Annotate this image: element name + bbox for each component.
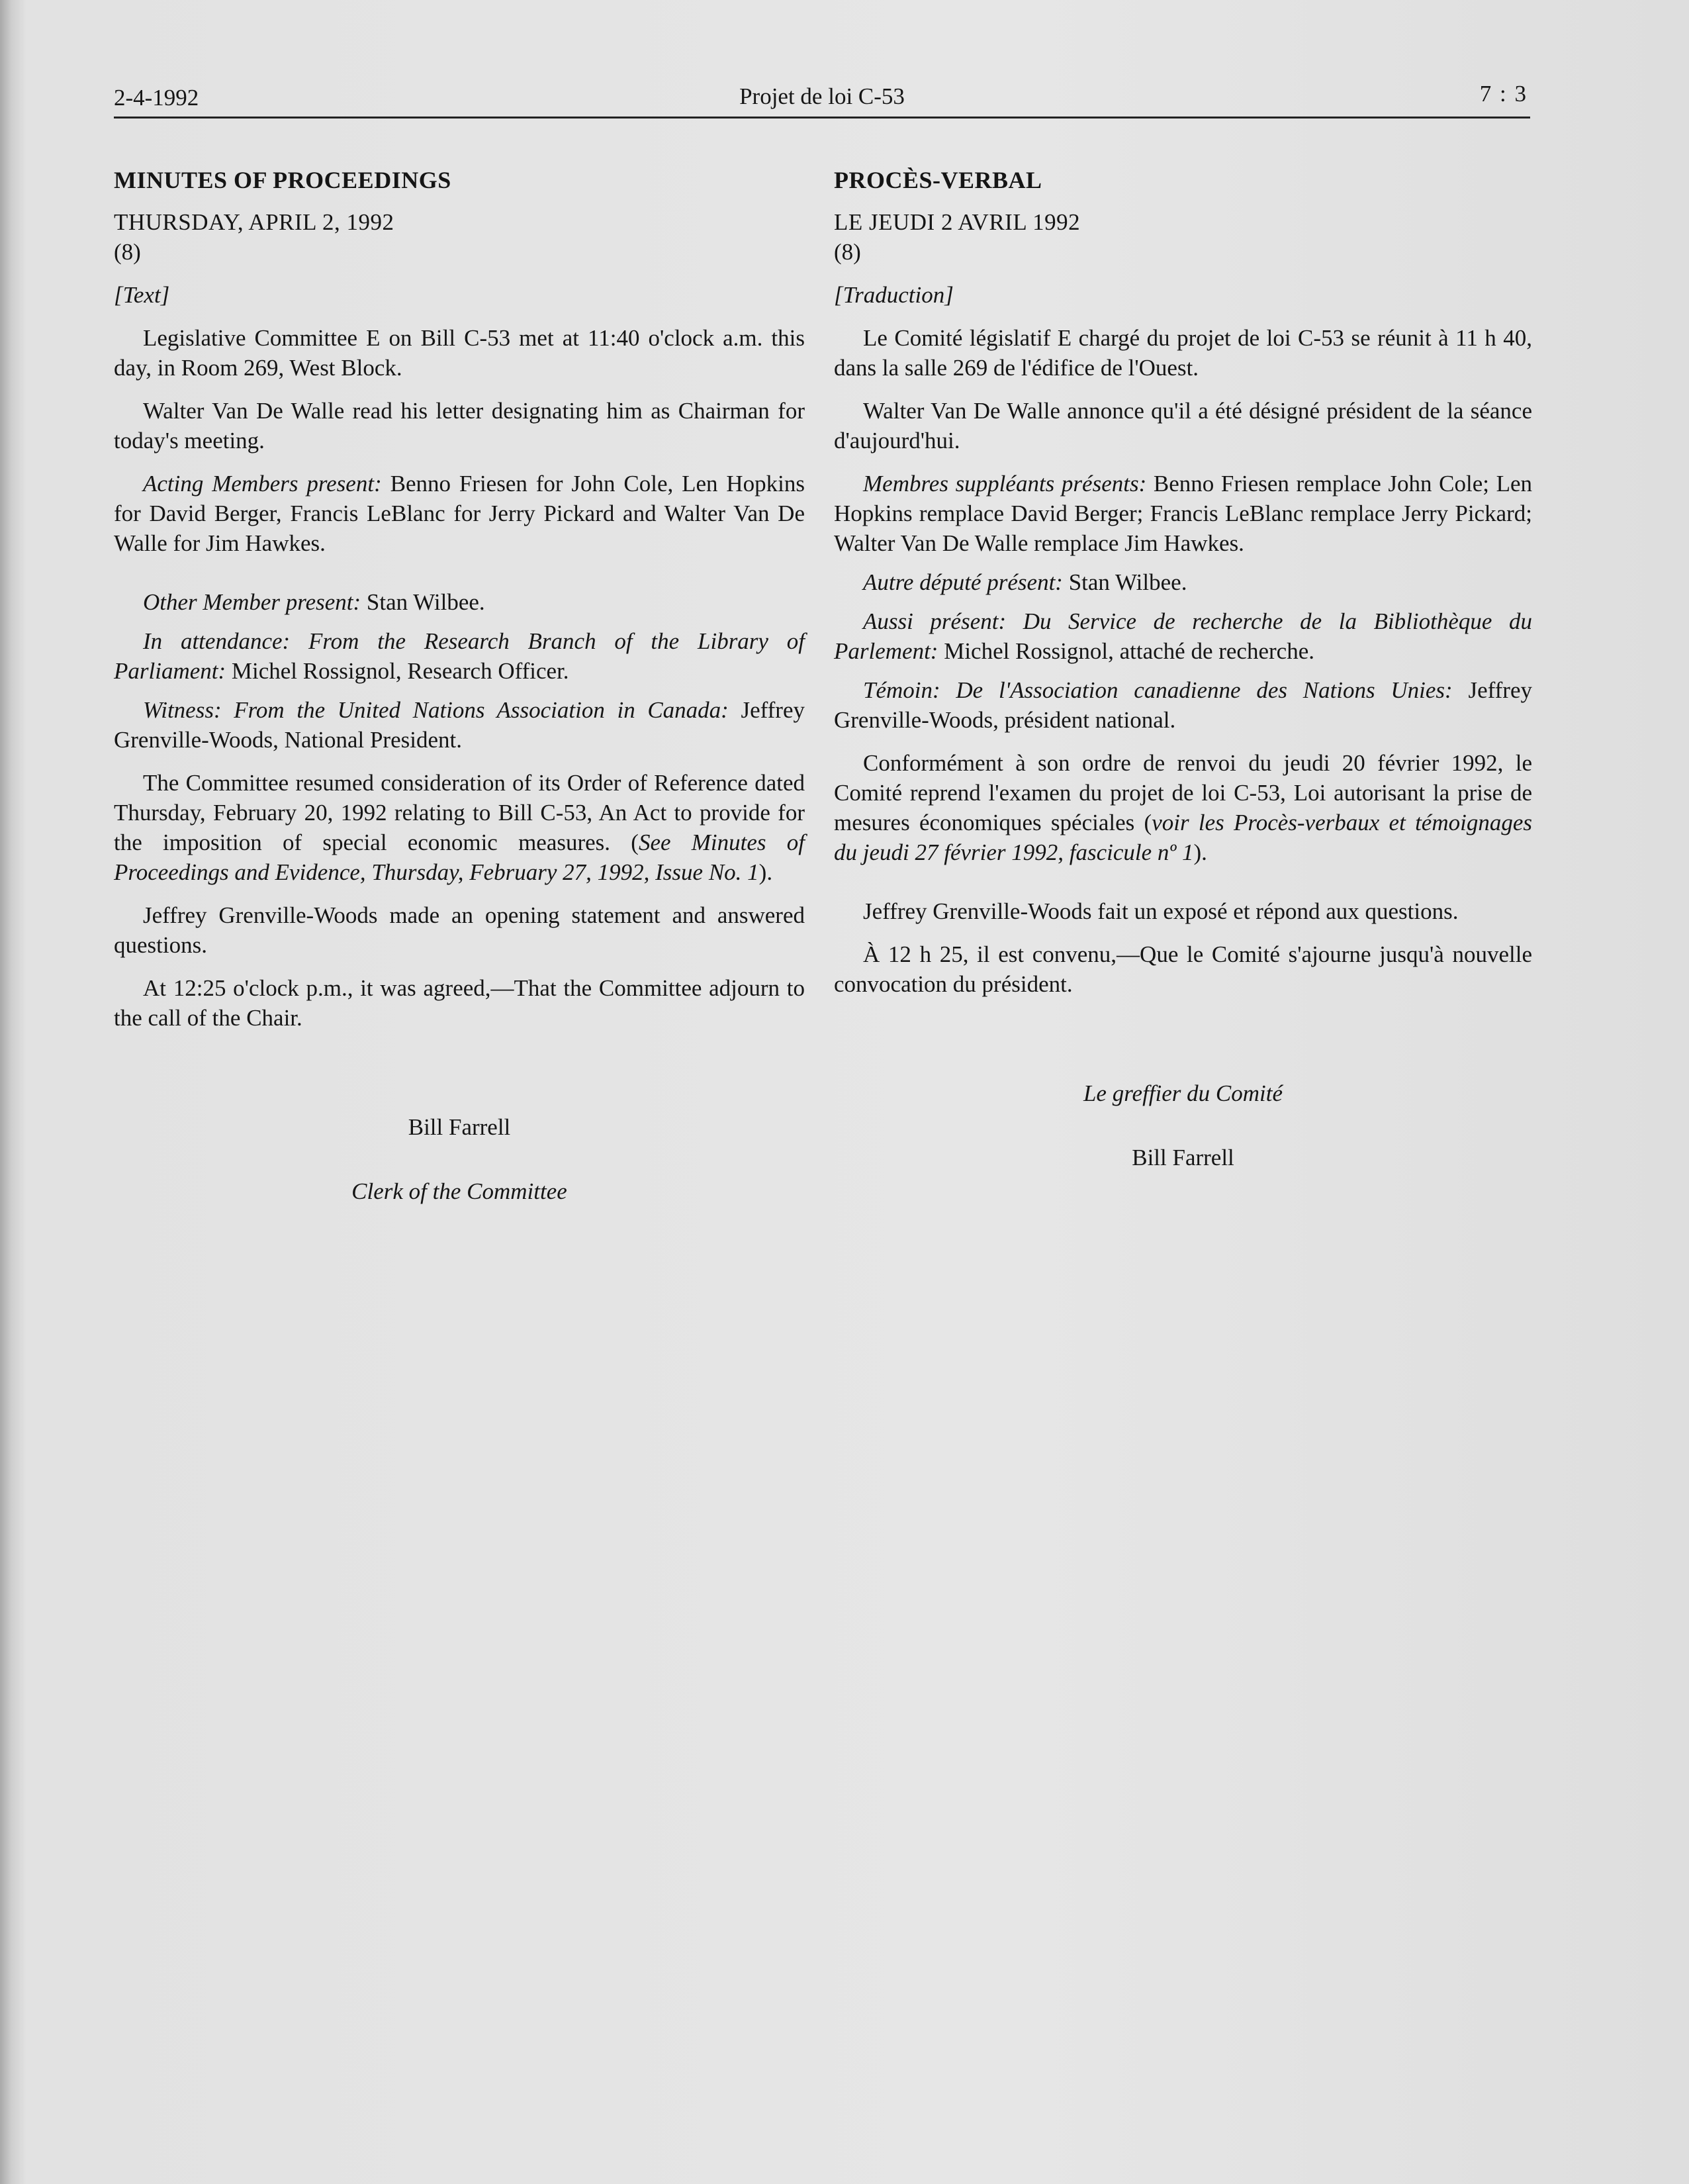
french-para-statement: Jeffrey Grenville-Woods fait un exposé et répond aux questions. (863, 898, 1459, 924)
french-para-acting-members (834, 469, 1532, 558)
header-date: 2-4-1992 (114, 85, 199, 111)
french-acting-members-label: Membres suppléants présents: (863, 471, 1147, 497)
english-other-member-label: Other Member present: (143, 589, 361, 615)
english-witness-text: Jeffrey Grenville-Woods, National President. (114, 697, 805, 753)
french-para-meeting: Le Comité législatif E chargé du projet de loi C-53 se réunit à 11 h 40, dans la salle 269 de l'édifice de l'Ouest. (834, 325, 1532, 381)
french-attendance-text: Michel Rossignol, attaché de recherche. (938, 638, 1314, 664)
french-text-tag: [Traduction] (834, 282, 954, 308)
header-title: Projet de loi C-53 (739, 83, 905, 109)
french-para-chairman: Walter Van De Walle annonce qu'il a été désigné président de la séance d'aujourd'hui. (834, 398, 1532, 453)
english-para-adjourn: At 12:25 o'clock p.m., it was agreed,—That the Committee adjourn to the call of the Chair. (114, 975, 805, 1031)
english-order-reference: See Minutes of Proceedings and Evidence, Thursday, February 27, 1992, Issue No. 1 (114, 830, 805, 885)
french-date-line: LE JEUDI 2 AVRIL 1992 (834, 209, 1081, 235)
english-para-attendance (114, 626, 805, 686)
french-sitting-number: (8) (834, 239, 861, 265)
english-para-other-member (114, 587, 805, 617)
english-heading: MINUTES OF PROCEEDINGS (114, 167, 451, 193)
french-witness-text: Jeffrey Grenville-Woods, président national. (834, 677, 1532, 733)
english-attendance-label: In attendance: From the Research Branch of the Library of Parliament: (114, 628, 805, 684)
english-acting-members-label: Acting Members present: (143, 471, 382, 497)
english-attendance-text: Michel Rossignol, Research Officer. (226, 658, 569, 684)
english-para-statement: Jeffrey Grenville-Woods made an opening statement and answered questions. (114, 902, 805, 958)
french-para-attendance (834, 606, 1532, 666)
french-para-order-of-reference (834, 748, 1532, 867)
french-para-adjourn: À 12 h 25, il est convenu,—Que le Comité s'ajourne jusqu'à nouvelle convocation du président. (834, 941, 1532, 997)
page-header (114, 79, 1530, 119)
english-para-meeting: Legislative Committee E on Bill C-53 met at 11:40 o'clock a.m. this day, in Room 269, West Block. (114, 325, 805, 381)
english-para-acting-members (114, 469, 805, 558)
french-witness-label: Témoin: De l'Association canadienne des Nations Unies: (863, 677, 1453, 703)
english-para-witness (114, 695, 805, 755)
english-column (114, 166, 805, 1206)
french-acting-members-text: Benno Friesen remplace John Cole; Len Hopkins remplace David Berger; Francis LeBlanc remplace Jerry Pickard; Walter Van De Walle remplace Jim Hawkes. (834, 471, 1532, 556)
header-page-number: 7 : 3 (1479, 81, 1528, 107)
french-order-text: Conformément à son ordre de renvoi du jeudi 20 février 1992, le Comité reprend l'examen du projet de loi C-53, Loi autorisant la prise de mesures économiques spéciales ( (834, 750, 1532, 835)
french-heading: PROCÈS-VERBAL (834, 167, 1042, 193)
english-other-member-text: Stan Wilbee. (361, 589, 485, 615)
english-sitting-number: (8) (114, 239, 141, 265)
english-signature-role: Clerk of the Committee (351, 1178, 567, 1204)
english-date-line: THURSDAY, APRIL 2, 1992 (114, 209, 394, 235)
french-column (834, 166, 1532, 1172)
english-text-tag: [Text] (114, 282, 170, 308)
english-acting-members-text: Benno Friesen for John Cole, Len Hopkins for David Berger, Francis LeBlanc for Jerry Pickard and Walter Van De Walle for Jim Hawkes. (114, 471, 805, 556)
french-para-other-member (834, 567, 1532, 597)
english-order-end: ). (758, 859, 773, 885)
english-para-order-of-reference (114, 768, 805, 887)
english-order-text: The Committee resumed consideration of its Order of Reference dated Thursday, February 20, 1992 relating to Bill C-53, An Act to provide for the imposition of special economic measures. ( (114, 770, 805, 855)
english-signature-name: Bill Farrell (408, 1114, 511, 1140)
french-order-end: ). (1193, 839, 1207, 865)
french-order-reference: voir les Procès-verbaux et témoignages du jeudi 27 février 1992, fascicule nº 1 (834, 810, 1532, 865)
french-other-member-label: Autre député présent: (863, 569, 1063, 595)
french-other-member-text: Stan Wilbee. (1062, 569, 1187, 595)
english-para-chairman: Walter Van De Walle read his letter designating him as Chairman for today's meeting. (114, 398, 805, 453)
french-signature-role: Le greffier du Comité (1083, 1080, 1283, 1106)
french-signature-name: Bill Farrell (1132, 1145, 1234, 1170)
french-para-witness (834, 675, 1532, 735)
english-witness-label: Witness: From the United Nations Association in Canada: (143, 697, 729, 723)
french-attendance-label: Aussi présent: Du Service de recherche de la Bibliothèque du Parlement: (834, 608, 1532, 664)
